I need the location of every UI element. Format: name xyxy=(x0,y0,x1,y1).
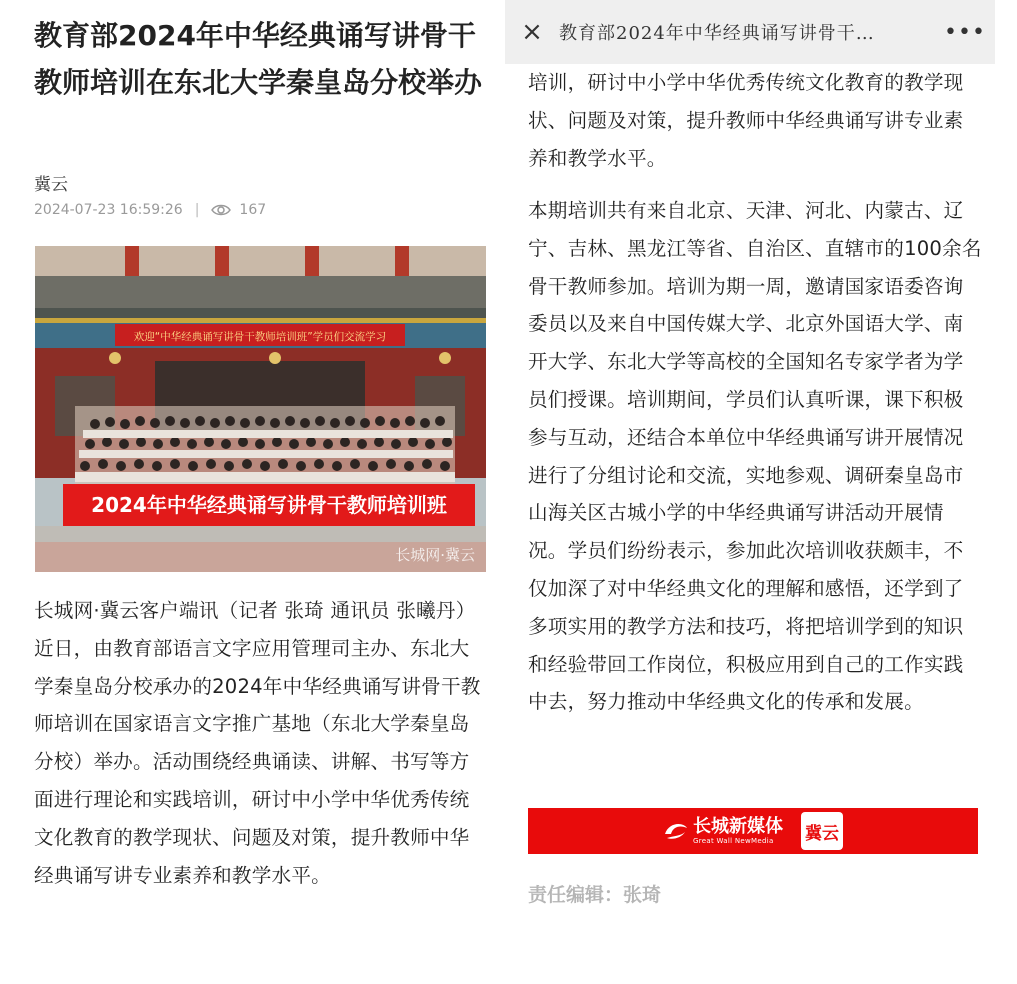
brand-name-chinese: 长城新媒体 xyxy=(693,816,783,837)
close-button[interactable] xyxy=(505,0,559,64)
group-photo-illustration xyxy=(35,246,486,572)
eye-icon xyxy=(211,203,231,217)
responsible-editor: 责任编辑：张琦 xyxy=(528,884,662,906)
brand-banner[interactable] xyxy=(528,808,978,854)
red-banner-text: 欢迎“中华经典诵写讲骨干教师培训班”学员们交流学习 xyxy=(133,331,387,343)
article-author[interactable]: 冀云 xyxy=(34,175,68,195)
article-body-continued: 培训，研讨中小学中华优秀传统文化教育的教学现状、问题及对策，提升教师中华经典诵写讲专业素养和教学水平。 xyxy=(528,71,964,170)
great-wall-logo-icon xyxy=(663,820,689,842)
photo-watermark: 长城网·冀云 xyxy=(395,546,475,564)
article-body-left: 长城网·冀云客户端讯（记者 张琦 通讯员 张曦丹）近日，由教育部语言文字应用管理司主办、东北大学秦皇岛分校承办的2024年中华经典诵写讲骨干教师培训在国家语言文字推广基地（东北大学秦皇岛分校）举办。活动围绕经典诵读、讲解、书写等方面进行理论和实践培训，研讨中小学中华优秀传统文化教育的教学现状、问题及对策，提升教师中华经典诵写讲专业素养和教学水平。 xyxy=(34,599,481,887)
topbar-title: 教育部2024年中华经典诵写讲骨干… xyxy=(559,23,875,44)
meta-separator: | xyxy=(194,202,200,218)
brand-name xyxy=(693,817,783,845)
people-group xyxy=(75,406,455,486)
webview-topbar xyxy=(505,0,995,64)
jiyun-badge: 冀云 xyxy=(801,812,843,850)
article-body-paragraph-2: 本期培训共有来自北京、天津、河北、内蒙古、辽宁、吉林、黑龙江等省、自治区、直辖市的100余名骨干教师参加。培训为期一周，邀请国家语委咨询委员以及来自中国传媒大学、北京外国语大学、南开大学、东北大学等高校的全国知名专家学者为学员们授课。培训期间，学员们认真听课，课下积极参与互动，还结合本单位中华经典诵写讲开展情况进行了分组讨论和交流，实地参观、调研秦皇岛市山海关区古城小学的中华经典诵写讲活动开展情况。学员们纷纷表示，参加此次培训收获颇丰，不仅加深了对中华经典文化的理解和感悟，还学到了多项实用的教学方法和技巧，将把培训学到的知识和经验带回工作岗位，积极应用到自己的工作实践中去，努力推动中华经典文化的传承和发展。 xyxy=(528,199,982,714)
article-photo[interactable] xyxy=(35,246,486,572)
view-count: 167 xyxy=(239,202,267,218)
more-options-button[interactable] xyxy=(935,0,995,64)
more-icon: ••• xyxy=(944,19,986,45)
article-title: 教育部2024年中华经典诵写讲骨干教师培训在东北大学秦皇岛分校举办 xyxy=(34,19,483,99)
front-banner-text: 2024年中华经典诵写讲骨干教师培训班 xyxy=(91,493,447,517)
right-article-panel xyxy=(505,0,1017,984)
left-article-panel xyxy=(0,0,505,984)
brand-name-english: Great Wall NewMedia xyxy=(693,837,774,845)
brand-logo xyxy=(663,817,783,845)
article-meta xyxy=(34,202,266,218)
publish-datetime: 2024-07-23 16:59:26 xyxy=(34,202,183,218)
close-icon: × xyxy=(521,17,543,47)
